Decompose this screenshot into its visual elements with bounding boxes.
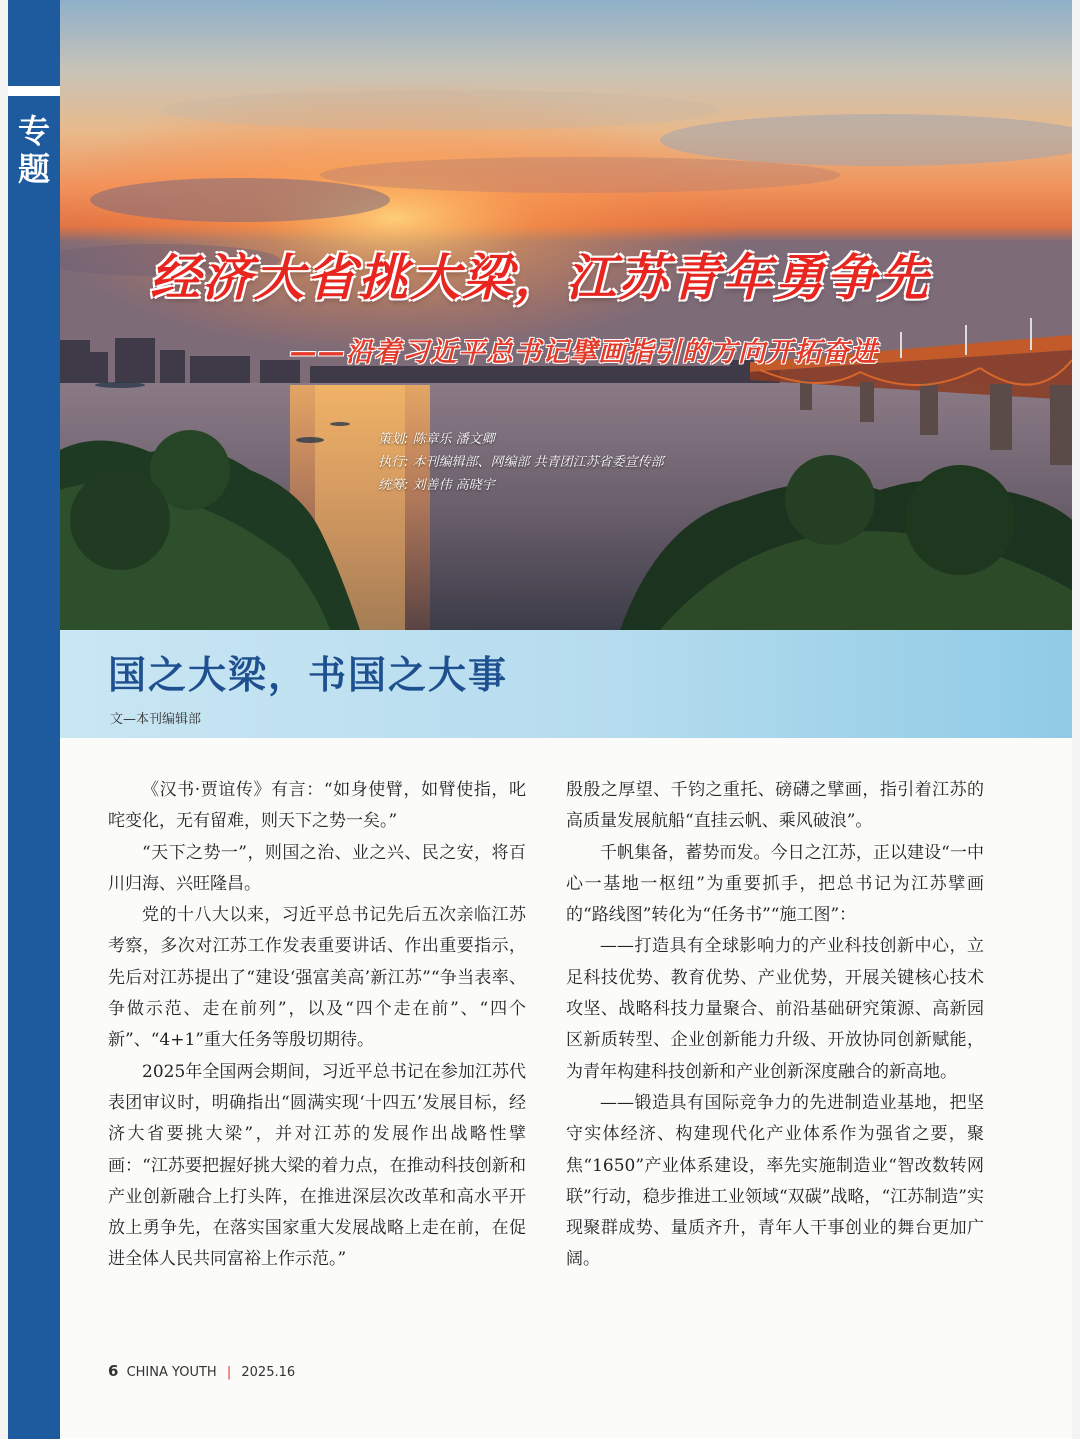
magazine-name: CHINA YOUTH <box>126 1365 217 1380</box>
footer-separator: | <box>226 1365 232 1380</box>
byline: 文—本刊编辑部 <box>110 712 202 727</box>
issue-number: 2025.16 <box>241 1365 296 1380</box>
side-accent-bar <box>8 86 60 96</box>
credit-coordination: 统筹: 刘善伟 高晓宇 <box>378 478 495 493</box>
hero-title: 经济大省挑大梁，江苏青年勇争先 <box>150 249 930 307</box>
magazine-page <box>8 0 1072 1439</box>
paragraph-continued: 殷殷之厚望、千钧之重托、磅礴之擘画，指引着江苏的高质量发展航船“直挂云帆、乘风破浪”。 <box>566 780 984 832</box>
sunset-bridge-photo <box>60 0 1072 630</box>
right-column <box>566 775 984 1276</box>
paragraph: 千帆集备，蓄势而发。今日之江苏，正以建设“一中心一基地一枢纽”为重要抓手，把总书记为江苏擘画的“路线图”转化为“任务书”“施工图”： <box>566 842 984 926</box>
left-column <box>108 775 526 1276</box>
page-footer <box>108 1362 295 1380</box>
credit-planning: 策划: 陈章乐 潘文卿 <box>378 432 495 447</box>
article-title-band <box>60 630 1072 738</box>
side-band <box>8 0 60 1439</box>
page-number: 6 <box>108 1362 119 1380</box>
article-title: 国之大梁，书国之大事 <box>108 652 509 697</box>
paragraph: ——锻造具有国际竞争力的先进制造业基地，把坚守实体经济、构建现代化产业体系作为强省之要，聚焦“1650”产业体系建设，率先实施制造业“智改数转网联”行动，稳步推进工业领域“双碳”战略，“江苏制造”实现聚群成势、量质齐升，青年人干事创业的舞台更加广阔。 <box>566 1092 984 1270</box>
credits-block <box>378 428 664 497</box>
credit-execution: 执行: 本刊编辑部、网编部 共青团江苏省委宣传部 <box>378 455 664 470</box>
paragraph: 2025年全国两会期间，习近平总书记在参加江苏代表团审议时，明确指出“圆满实现‘十四五’发展目标，经济大省要挑大梁”，并对江苏的发展作出战略性擘画：“江苏要把握好挑大梁的着力点，在推动科技创新和产业创新融合上打头阵，在推进深层次改革和高水平开放上勇争先，在落实国家重大发展战略上走在前，在促进全体人民共同富裕上作示范。” <box>108 1061 526 1270</box>
paragraph: “天下之势一”，则国之治、业之兴、民之安，将百川归海、兴旺隆昌。 <box>108 842 526 894</box>
hero-image <box>60 0 1072 630</box>
paragraph: 党的十八大以来，习近平总书记先后五次亲临江苏考察，多次对江苏工作发表重要讲话、作出重要指示，先后对江苏提出了“建设‘强富美高’新江苏”“争当表率、争做示范、走在前列”，以及“四个走在前”、“四个新”、“4+1”重大任务等殷切期待。 <box>108 905 526 1051</box>
paragraph: 《汉书·贾谊传》有言：“如身使臂，如臂使指，叱咤变化，无有留难，则天下之势一矣。” <box>108 780 526 832</box>
section-label: 专题 <box>17 112 50 188</box>
hero-subtitle: ——沿着习近平总书记擘画指引的方向开拓奋进 <box>290 337 878 368</box>
paragraph: ——打造具有全球影响力的产业科技创新中心，立足科技优势、教育优势、产业优势，开展关键核心技术攻坚、战略科技力量聚合、前沿基础研究策源、高新园区新质转型、企业创新能力升级、开放协同创新赋能，为青年构建科技创新和产业创新深度融合的新高地。 <box>566 936 984 1082</box>
